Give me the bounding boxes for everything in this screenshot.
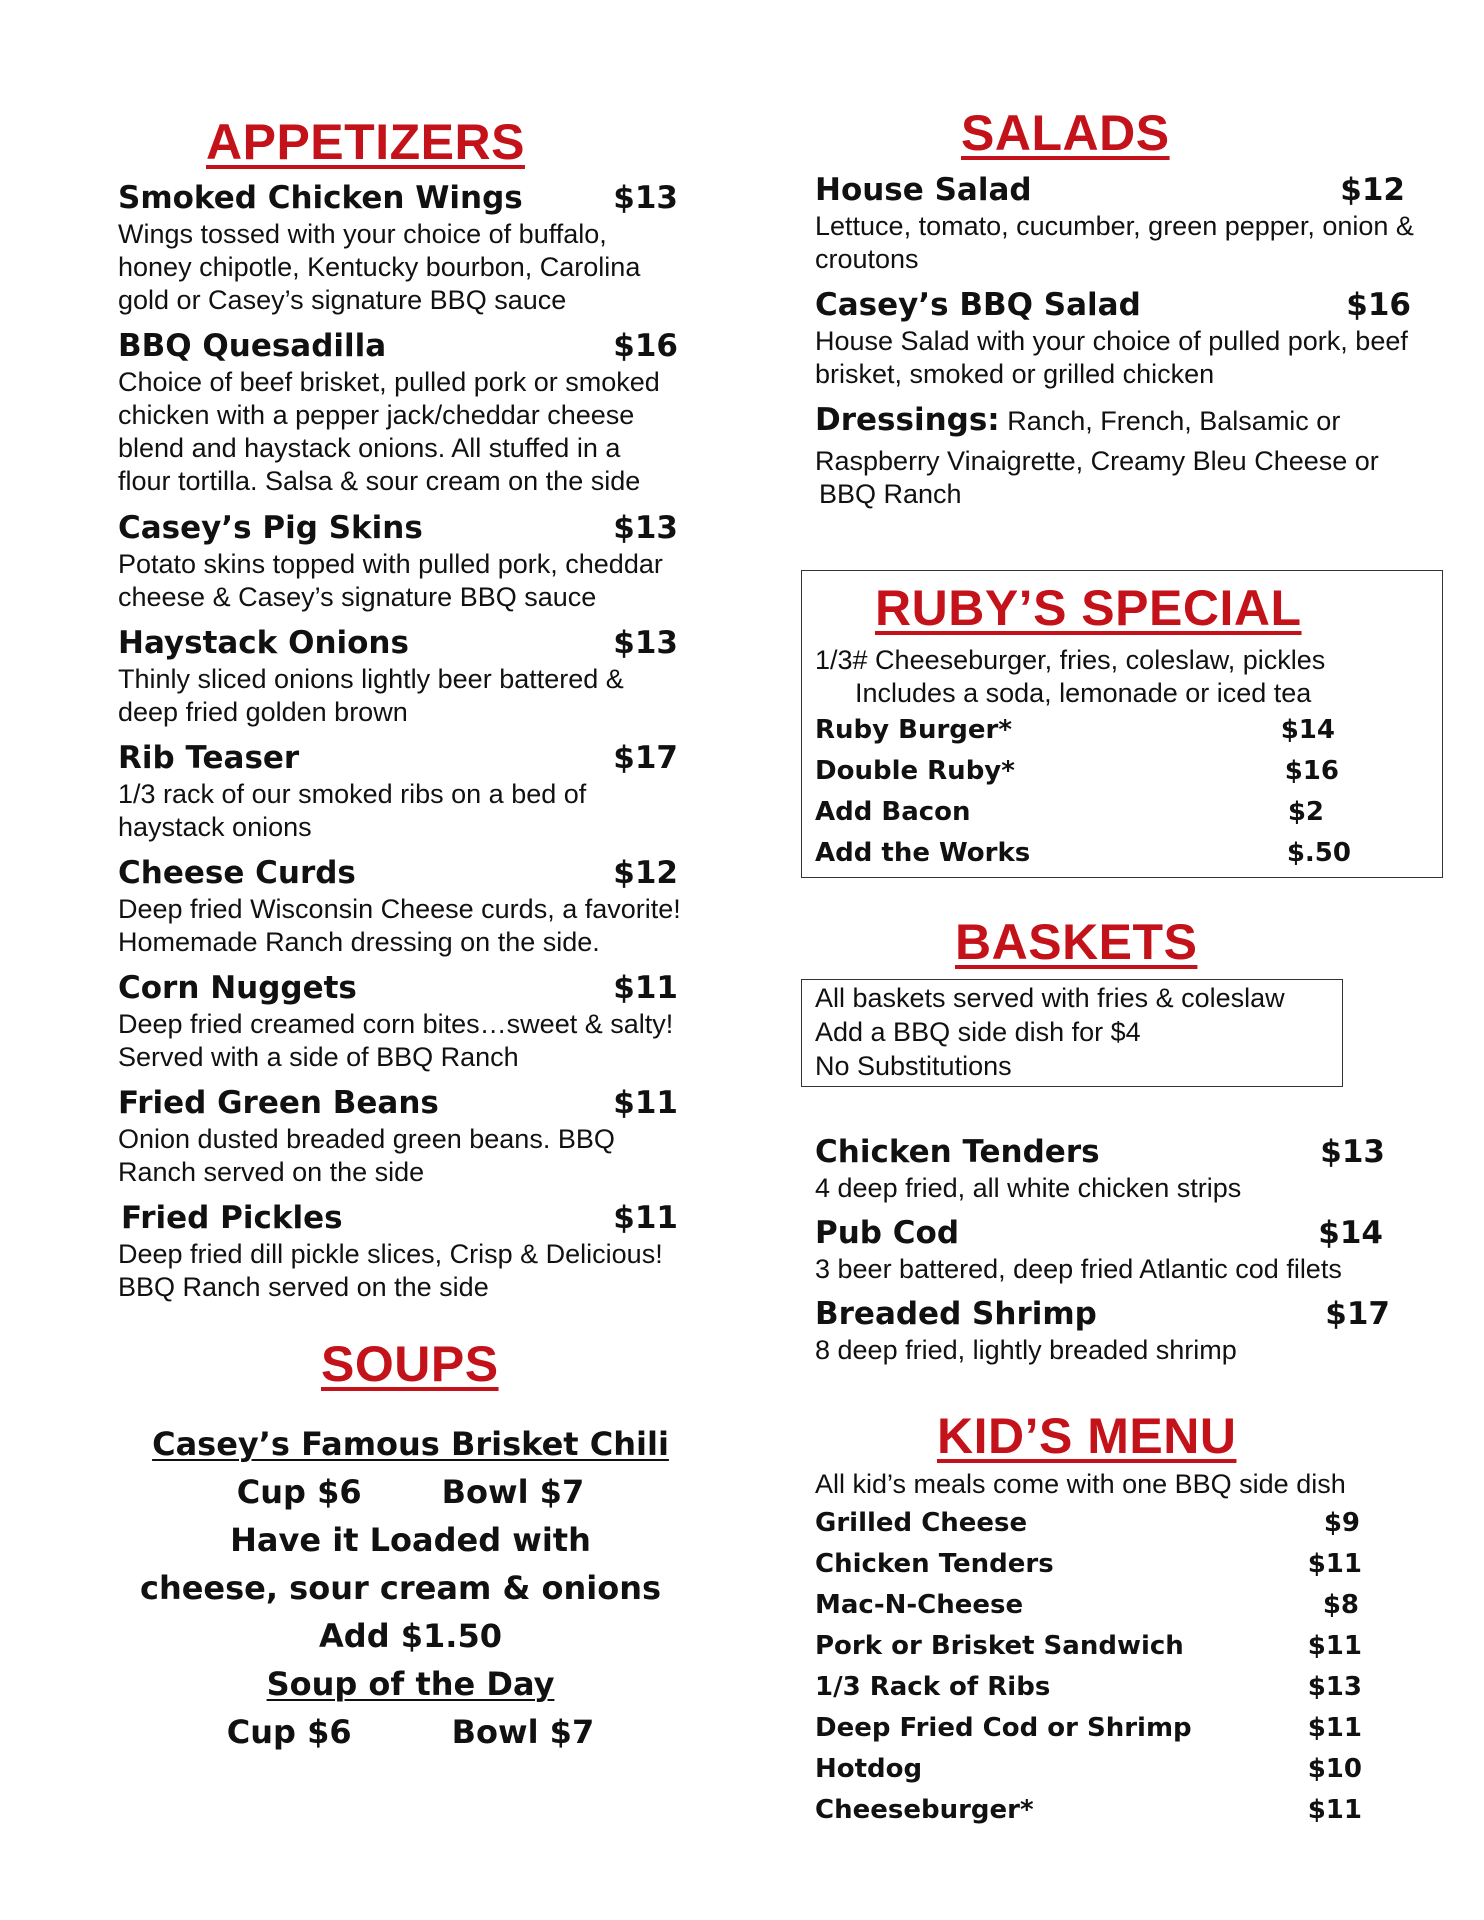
item-name: Smoked Chicken Wings bbox=[118, 180, 523, 216]
menu-item bbox=[118, 738, 678, 844]
item-description: Deep fried Wisconsin Cheese curds, a favorite! Homemade Ranch dressing on the side. bbox=[118, 894, 681, 957]
menu-item bbox=[118, 1198, 678, 1304]
ruby-row bbox=[815, 795, 1324, 829]
chili-cup-price: Cup $6 bbox=[236, 1473, 362, 1511]
dressings-line-2: Raspberry Vinaigrette, Creamy Bleu Cheese or bbox=[815, 446, 1379, 476]
dressings bbox=[815, 404, 1435, 438]
soup-of-day-text: Soup of the Day bbox=[266, 1665, 555, 1703]
item-price: $13 bbox=[1320, 1134, 1385, 1170]
ruby-special-title: RUBY’S SPECIAL bbox=[875, 580, 1302, 636]
item-description: Choice of beef brisket, pulled pork or smoked chicken with a pepper jack/cheddar cheese blend and haystack onions. All stuffed in a flour tortilla. Salsa & sour cream on the side bbox=[118, 367, 660, 496]
dressings-line-3: BBQ Ranch bbox=[819, 479, 962, 509]
menu-item bbox=[118, 508, 678, 614]
ruby-item-price: $.50 bbox=[1286, 838, 1351, 868]
ruby-item-name: Add Bacon bbox=[815, 797, 971, 827]
ruby-item-price: $2 bbox=[1287, 797, 1324, 827]
item-price: $11 bbox=[613, 1200, 678, 1236]
item-price: $16 bbox=[1346, 287, 1411, 323]
kids-row bbox=[815, 1752, 1362, 1786]
kids-menu-title: KID’S MENU bbox=[937, 1408, 1237, 1464]
item-price: $17 bbox=[613, 740, 678, 776]
kids-item-price: $11 bbox=[1307, 1549, 1362, 1579]
menu-item bbox=[118, 968, 728, 1074]
ruby-line-1: 1/3# Cheeseburger, fries, coleslaw, pickles bbox=[815, 645, 1326, 675]
menu-item bbox=[118, 623, 678, 729]
item-description: 8 deep fried, lightly breaded shrimp bbox=[815, 1335, 1237, 1365]
item-name: House Salad bbox=[815, 172, 1032, 208]
item-name: Casey’s Pig Skins bbox=[118, 510, 423, 546]
kids-item-price: $11 bbox=[1307, 1713, 1362, 1743]
item-name: Haystack Onions bbox=[118, 625, 409, 661]
baskets-note: Add a BBQ side dish for $4 bbox=[815, 1017, 1141, 1047]
kids-row bbox=[815, 1629, 1362, 1663]
item-name: BBQ Quesadilla bbox=[118, 328, 387, 364]
item-price: $11 bbox=[613, 970, 678, 1006]
kids-row bbox=[815, 1547, 1362, 1581]
dressings-label: Dressings: bbox=[815, 402, 1000, 438]
item-description: House Salad with your choice of pulled pork, beef brisket, smoked or grilled chicken bbox=[815, 326, 1408, 389]
ruby-row bbox=[815, 754, 1339, 788]
ruby-item-price: $14 bbox=[1280, 715, 1335, 745]
menu-item bbox=[815, 170, 1415, 276]
ruby-item-price: $16 bbox=[1284, 756, 1339, 786]
kids-row bbox=[815, 1793, 1362, 1827]
baskets-note: No Substitutions bbox=[815, 1051, 1012, 1081]
item-price: $16 bbox=[613, 328, 678, 364]
item-name: Corn Nuggets bbox=[118, 970, 357, 1006]
item-description: Lettuce, tomato, cucumber, green pepper, onion & croutons bbox=[815, 211, 1414, 274]
dressings-text: Ranch, French, Balsamic or bbox=[999, 406, 1341, 436]
item-name: Fried Green Beans bbox=[118, 1085, 439, 1121]
item-description: Wings tossed with your choice of buffalo, honey chipotle, Kentucky bourbon, Carolina gold or Casey’s signature BBQ sauce bbox=[118, 219, 641, 315]
menu-item bbox=[815, 1132, 1385, 1205]
ruby-row bbox=[815, 713, 1335, 747]
chili-name-text: Casey’s Famous Brisket Chili bbox=[152, 1425, 669, 1463]
menu-item bbox=[815, 1294, 1395, 1367]
item-description: Potato skins topped with pulled pork, cheddar cheese & Casey’s signature BBQ sauce bbox=[118, 549, 663, 612]
item-price: $14 bbox=[1318, 1215, 1383, 1251]
item-name: Chicken Tenders bbox=[815, 1134, 1100, 1170]
item-description: 3 beer battered, deep fried Atlantic cod filets bbox=[815, 1254, 1342, 1284]
kids-item-name: Pork or Brisket Sandwich bbox=[815, 1631, 1184, 1661]
ruby-item-name: Double Ruby* bbox=[815, 756, 1015, 786]
item-description: Deep fried creamed corn bites…sweet & salty! Served with a side of BBQ Ranch bbox=[118, 1009, 674, 1072]
soup-day-prices bbox=[118, 1708, 703, 1756]
chili-prices bbox=[118, 1468, 703, 1516]
item-name: Pub Cod bbox=[815, 1215, 960, 1251]
kids-item-price: $13 bbox=[1307, 1672, 1362, 1702]
kids-item-price: $10 bbox=[1307, 1754, 1362, 1784]
kids-item-name: Chicken Tenders bbox=[815, 1549, 1054, 1579]
kids-item-name: Cheeseburger* bbox=[815, 1795, 1034, 1825]
baskets-title: BASKETS bbox=[955, 914, 1198, 970]
ruby-item-name: Ruby Burger* bbox=[815, 715, 1012, 745]
soup-of-day bbox=[118, 1660, 703, 1708]
item-name: Casey’s BBQ Salad bbox=[815, 287, 1141, 323]
kids-row bbox=[815, 1506, 1360, 1540]
item-price: $17 bbox=[1325, 1296, 1390, 1332]
kids-row bbox=[815, 1588, 1359, 1622]
item-name: Breaded Shrimp bbox=[815, 1296, 1097, 1332]
salads-title: SALADS bbox=[961, 105, 1170, 161]
item-description: 4 deep fried, all white chicken strips bbox=[815, 1173, 1242, 1203]
kids-item-price: $9 bbox=[1323, 1508, 1360, 1538]
menu-item bbox=[118, 326, 678, 498]
loaded-price: Add $1.50 bbox=[319, 1617, 502, 1655]
item-name: Fried Pickles bbox=[121, 1200, 343, 1236]
kids-item-price: $11 bbox=[1307, 1795, 1362, 1825]
ruby-line-2: Includes a soda, lemonade or iced tea bbox=[855, 678, 1312, 708]
item-name: Rib Teaser bbox=[118, 740, 300, 776]
kids-row bbox=[815, 1670, 1362, 1704]
soup-day-bowl-price: Bowl $7 bbox=[451, 1713, 595, 1751]
kids-item-name: Hotdog bbox=[815, 1754, 923, 1784]
kids-item-name: Deep Fried Cod or Shrimp bbox=[815, 1713, 1192, 1743]
item-price: $13 bbox=[613, 180, 678, 216]
soup-day-cup-price: Cup $6 bbox=[226, 1713, 352, 1751]
chili-name bbox=[118, 1420, 703, 1468]
item-price: $13 bbox=[613, 625, 678, 661]
kids-item-name: 1/3 Rack of Ribs bbox=[815, 1672, 1051, 1702]
appetizers-title: APPETIZERS bbox=[206, 114, 525, 170]
item-description: Onion dusted breaded green beans. BBQ Ranch served on the side bbox=[118, 1124, 615, 1187]
kids-note: All kid’s meals come with one BBQ side dish bbox=[815, 1469, 1346, 1499]
menu-item bbox=[118, 178, 678, 317]
item-price: $13 bbox=[613, 510, 678, 546]
item-name: Cheese Curds bbox=[118, 855, 356, 891]
chili-bowl-price: Bowl $7 bbox=[441, 1473, 585, 1511]
item-price: $11 bbox=[613, 1085, 678, 1121]
soups-title: SOUPS bbox=[321, 1336, 499, 1392]
kids-row bbox=[815, 1711, 1362, 1745]
menu-item bbox=[815, 285, 1415, 391]
menu-item bbox=[815, 1213, 1415, 1286]
item-price: $12 bbox=[613, 855, 678, 891]
kids-item-price: $11 bbox=[1307, 1631, 1362, 1661]
menu-item bbox=[118, 1083, 678, 1189]
ruby-item-name: Add the Works bbox=[815, 838, 1031, 868]
ruby-row bbox=[815, 836, 1351, 870]
kids-item-price: $8 bbox=[1322, 1590, 1359, 1620]
kids-item-name: Grilled Cheese bbox=[815, 1508, 1028, 1538]
kids-item-name: Mac-N-Cheese bbox=[815, 1590, 1024, 1620]
item-description: Thinly sliced onions lightly beer battered & deep fried golden brown bbox=[118, 664, 624, 727]
item-description: 1/3 rack of our smoked ribs on a bed of haystack onions bbox=[118, 779, 587, 842]
item-price: $12 bbox=[1340, 172, 1405, 208]
menu-item bbox=[118, 853, 728, 959]
loaded-line-1: Have it Loaded with bbox=[230, 1521, 591, 1559]
item-description: Deep fried dill pickle slices, Crisp & Delicious! BBQ Ranch served on the side bbox=[118, 1239, 663, 1302]
loaded-line-2: cheese, sour cream & onions bbox=[139, 1569, 662, 1607]
baskets-note: All baskets served with fries & coleslaw bbox=[815, 983, 1285, 1013]
